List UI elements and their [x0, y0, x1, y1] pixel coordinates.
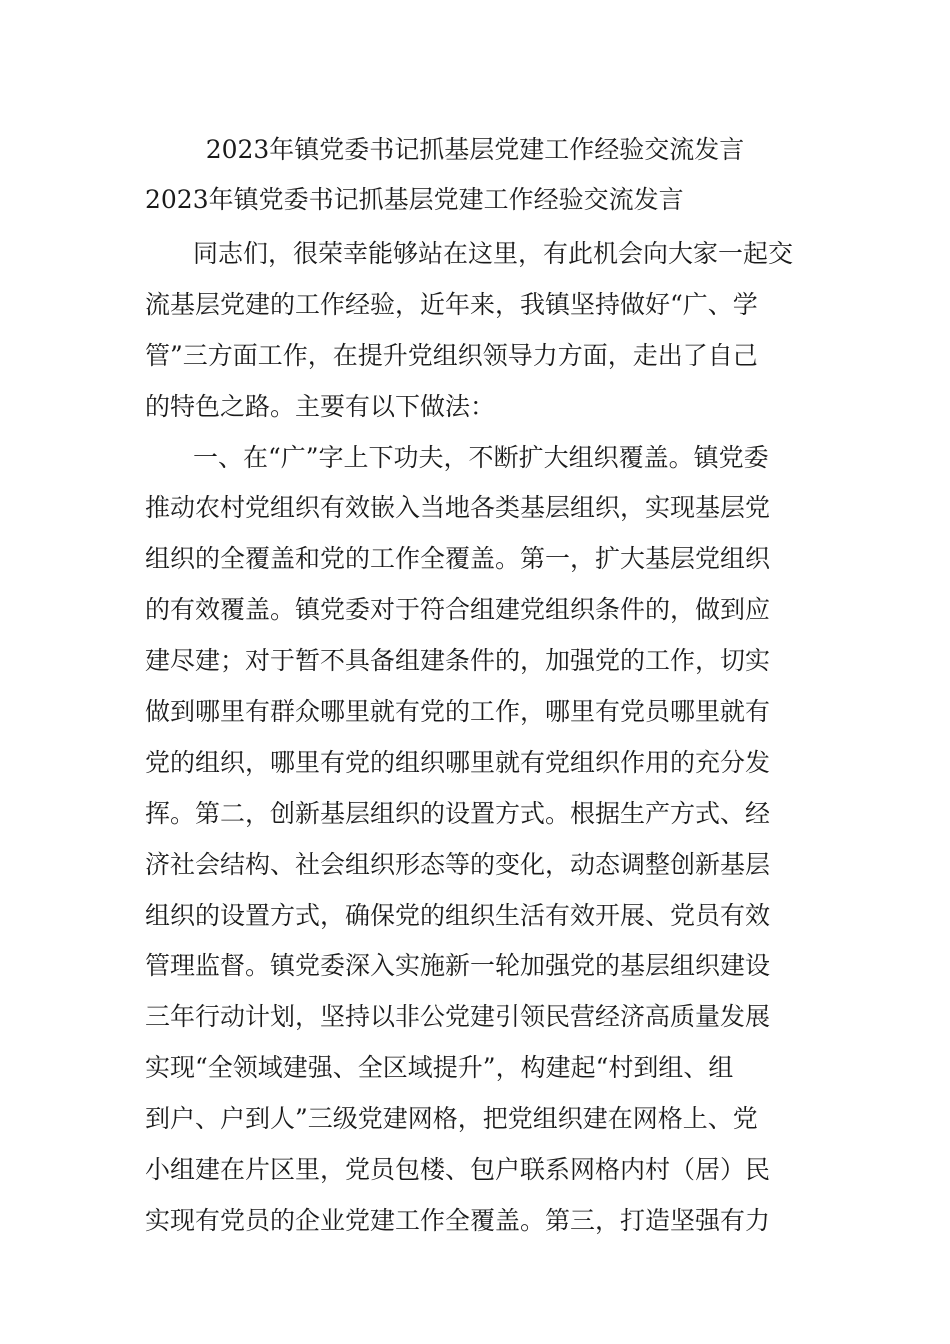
paragraph-line: 实现“全领域建强、全区域提升”，构建起“村到组、组 — [145, 1053, 734, 1083]
paragraph-line: 流基层党建的工作经验，近年来，我镇坚持做好“广、学 — [145, 289, 758, 319]
paragraph-line: 一、在“广”字上下功夫，不断扩大组织覆盖。镇党委 — [193, 442, 769, 472]
paragraph-line: 的特色之路。主要有以下做法： — [145, 391, 496, 421]
paragraph-line: 到户、户到人”三级党建网格，把党组织建在网格上、党 — [145, 1104, 758, 1134]
document-body — [145, 229, 810, 1247]
paragraph-line: 组织的全覆盖和党的工作全覆盖。第一，扩大基层党组织 — [145, 544, 771, 574]
paragraph-line: 同志们，很荣幸能够站在这里，有此机会向大家一起交 — [193, 239, 794, 268]
paragraph-line: 党的组织，哪里有党的组织哪里就有党组织作用的充分发 — [145, 747, 771, 777]
paragraph-line: 管”三方面工作，在提升党组织领导力方面，走出了自己 — [145, 340, 758, 370]
paragraph-line: 三年行动计划，坚持以非公党建引领民营经济高质量发展 — [145, 1002, 771, 1032]
paragraph-line: 小组建在片区里，党员包楼、包户联系网格内村（居）民 — [145, 1155, 771, 1185]
paragraph-line: 挥。第二，创新基层组织的设置方式。根据生产方式、经 — [145, 798, 771, 828]
paragraph-line: 推动农村党组织有效嵌入当地各类基层组织，实现基层党 — [145, 493, 771, 523]
paragraph-line: 组织的设置方式，确保党的组织生活有效开展、党员有效 — [145, 900, 771, 930]
paragraph-line: 的有效覆盖。镇党委对于符合组建党组织条件的，做到应 — [145, 595, 771, 625]
paragraph-line: 建尽建；对于暂不具备组建条件的，加强党的工作，切实 — [145, 646, 771, 676]
document-title-centered: 2023年镇党委书记抓基层党建工作经验交流发言 — [205, 135, 745, 164]
paragraph-line: 做到哪里有群众哪里就有党的工作，哪里有党员哪里就有 — [145, 697, 771, 727]
document-title-left: 2023年镇党委书记抓基层党建工作经验交流发言 — [145, 185, 684, 214]
paragraph-line: 济社会结构、社会组织形态等的变化，动态调整创新基层 — [145, 849, 771, 879]
paragraph-line: 实现有党员的企业党建工作全覆盖。第三，打造坚强有力 — [145, 1205, 771, 1235]
paragraph-line: 管理监督。镇党委深入实施新一轮加强党的基层组织建设 — [145, 951, 771, 981]
